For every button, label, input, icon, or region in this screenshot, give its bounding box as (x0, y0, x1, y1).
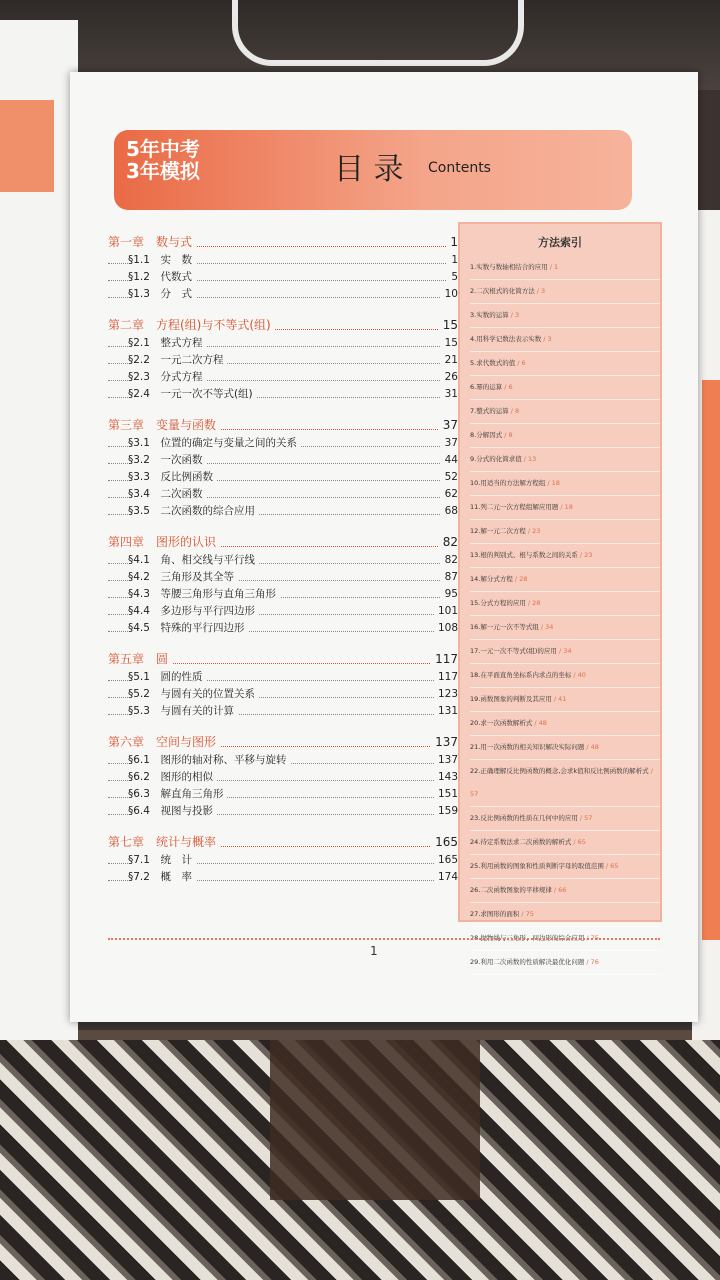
method-index-item-page: 40 (577, 671, 586, 679)
method-index-item (470, 400, 660, 424)
chapter-heading (108, 415, 458, 435)
chapter-heading-page: 1 (446, 232, 458, 252)
section-entry-label: §5.1 圆的性质 (128, 671, 206, 683)
separator: / (556, 647, 564, 655)
method-index-item-text: 22.正确理解反比例函数的概念,会求k值和反比例函数的解析式 (470, 767, 649, 775)
header-banner (114, 130, 632, 210)
method-index-item-text: 20.求一次函数解析式 (470, 719, 533, 727)
section-entry (108, 352, 458, 369)
section-entry-label: §2.3 分式方程 (128, 371, 206, 383)
section-entry (108, 669, 458, 686)
method-index-item (470, 328, 660, 352)
separator: / (571, 838, 578, 846)
chapter-heading-label: 第二章 方程(组)与不等式(组) (108, 318, 275, 332)
method-index-item-page: 28 (519, 575, 528, 583)
wood-surface (270, 1040, 480, 1200)
section-entry-page: 26 (441, 369, 458, 386)
method-index-item-page: 34 (545, 623, 554, 631)
method-index-item-text: 13.根的判别式、根与系数之间的关系 (470, 551, 578, 559)
separator: / (519, 910, 526, 918)
method-index-item (470, 951, 660, 975)
chapter-block (108, 732, 458, 820)
section-entry-page: 10 (441, 286, 458, 303)
section-entry-label: §3.3 反比例函数 (128, 471, 217, 483)
chapter-heading-page: 82 (439, 532, 458, 552)
section-entry-label: §1.2 代数式 (128, 271, 196, 283)
method-index-item-text: 2.二次根式的化简方法 (470, 287, 535, 295)
separator: / (525, 527, 533, 535)
method-index-item-text: 19.函数图象的判断及其应用 (470, 695, 552, 703)
method-index-item-text: 15.分式方程的应用 (470, 599, 526, 607)
section-entry-page: 62 (441, 486, 458, 503)
method-index-item-text: 14.解分式方程 (470, 575, 513, 583)
method-index-item-text: 7.整式的运算 (470, 407, 509, 415)
separator: / (551, 886, 559, 894)
method-index-item (470, 304, 660, 328)
method-index-item-text: 17.一元一次不等式(组)的应用 (470, 647, 557, 655)
section-entry-label: §4.5 特殊的平行四边形 (128, 622, 248, 634)
section-entry-page: 21 (441, 352, 458, 369)
method-index-item-text: 1.实数与数轴相结合的应用 (470, 263, 548, 271)
chapter-block (108, 649, 458, 720)
section-entry-label: §2.4 一元一次不等式(组) (128, 388, 257, 400)
section-entry (108, 386, 458, 403)
section-entry-page: 44 (441, 452, 458, 469)
method-index-item-page: 18 (551, 479, 560, 487)
section-entry-page: 101 (434, 603, 458, 620)
chapter-heading-page: 137 (431, 732, 458, 752)
method-index-item (470, 496, 660, 520)
method-index-item-page: 28 (532, 599, 541, 607)
method-index-item-page: 23 (532, 527, 541, 535)
section-entry (108, 269, 458, 286)
section-entry-page: 15 (441, 335, 458, 352)
section-entry (108, 620, 458, 637)
section-entry (108, 603, 458, 620)
chapter-heading-page: 15 (439, 315, 458, 335)
chapter-heading (108, 232, 458, 252)
method-index-item (470, 568, 660, 592)
method-index-item-page: 6 (521, 359, 526, 367)
chapter-heading-page: 165 (431, 832, 458, 852)
section-entry-label: §6.3 解直角三角形 (128, 788, 227, 800)
method-index-item (470, 352, 660, 376)
method-index-item-page: 1 (554, 263, 559, 271)
method-index-item-text: 29.利用二次函数的性质解决最优化问题 (470, 958, 585, 966)
method-index-item-page: 8 (515, 407, 520, 415)
method-index-item-page: 23 (584, 551, 593, 559)
method-index-item-text: 4.用科学记数法表示实数 (470, 335, 542, 343)
chapter-block (108, 415, 458, 520)
section-entry-label: §6.2 图形的相似 (128, 771, 217, 783)
chapter-block (108, 232, 458, 303)
method-index-item-page: 41 (558, 695, 567, 703)
section-entry-page: 37 (441, 435, 458, 452)
method-index-item-page: 3 (541, 287, 546, 295)
section-entry-label: §7.2 概 率 (128, 871, 196, 883)
left-page-edge (0, 20, 78, 1040)
section-entry (108, 786, 458, 803)
section-entry-label: §3.2 一次函数 (128, 454, 206, 466)
method-index-item-text: 27.求图形的面积 (470, 910, 520, 918)
method-index-item (470, 472, 660, 496)
section-entry-label: §5.2 与圆有关的位置关系 (128, 688, 259, 700)
section-entry-label: §1.1 实 数 (128, 254, 196, 266)
section-entry-page: 1 (447, 252, 458, 269)
chapter-heading (108, 532, 458, 552)
section-entry (108, 769, 458, 786)
method-index-item-page: 6 (508, 383, 513, 391)
method-index-item (470, 280, 660, 304)
section-entry-label: §3.1 位置的确定与变量之间的关系 (128, 437, 301, 449)
contents-page (70, 72, 698, 1022)
separator: / (545, 479, 552, 487)
section-entry-label: §6.4 视图与投影 (128, 805, 217, 817)
separator: / (502, 431, 509, 439)
separator: / (577, 551, 585, 559)
section-entry-page: 165 (434, 852, 458, 869)
cable (232, 0, 524, 66)
method-index-item-page: 66 (558, 886, 567, 894)
separator: / (584, 743, 591, 751)
method-index-item-page: 75 (525, 910, 534, 918)
method-index-item-text: 16.解一元一次不等式组 (470, 623, 539, 631)
separator: / (584, 958, 591, 966)
section-entry-page: 151 (434, 786, 458, 803)
method-index-item (470, 640, 660, 664)
separator: / (512, 575, 520, 583)
chapter-heading-label: 第五章 圆 (108, 652, 172, 666)
section-entry (108, 869, 458, 886)
section-entry-page: 95 (441, 586, 458, 603)
method-index-item-page: 34 (563, 647, 572, 655)
section-entry-page: 123 (434, 686, 458, 703)
method-index-item-text: 10.用适当的方法解方程组 (470, 479, 546, 487)
chapter-heading-page: 37 (439, 415, 458, 435)
method-index-item (470, 616, 660, 640)
method-index-item (470, 712, 660, 736)
section-entry-label: §2.2 一元二次方程 (128, 354, 227, 366)
method-index-item (470, 831, 660, 855)
section-entry (108, 452, 458, 469)
chapter-heading-label: 第三章 变量与函数 (108, 418, 220, 432)
section-entry-label: §6.1 图形的轴对称、平移与旋转 (128, 754, 290, 766)
method-index-item (470, 879, 660, 903)
method-index-item-text: 23.反比例函数的性质在几何中的应用 (470, 814, 578, 822)
chapter-block (108, 832, 458, 886)
method-index-item (470, 592, 660, 616)
footer-divider (108, 938, 660, 940)
method-index-item (470, 256, 660, 280)
method-index-item (470, 688, 660, 712)
separator: / (502, 383, 509, 391)
method-index-list (460, 256, 660, 975)
separator: / (547, 263, 555, 271)
method-index-item-text: 26.二次函数图象的平移规律 (470, 886, 552, 894)
section-entry-page: 68 (441, 503, 458, 520)
method-index-item-text: 6.幂的运算 (470, 383, 503, 391)
separator: / (541, 335, 548, 343)
chapter-heading-label: 第六章 空间与图形 (108, 735, 220, 749)
chapter-block (108, 532, 458, 637)
section-entry-label: §7.1 统 计 (128, 854, 196, 866)
method-index-item (470, 736, 660, 760)
method-index-item-text: 24.待定系数法求二次函数的解析式 (470, 838, 572, 846)
method-index-item (470, 664, 660, 688)
section-entry (108, 586, 458, 603)
separator: / (648, 767, 653, 775)
section-entry-label: §4.3 等腰三角形与直角三角形 (128, 588, 280, 600)
page-number: 1 (370, 944, 378, 958)
method-index-item (470, 807, 660, 831)
chapter-heading-page: 117 (431, 649, 458, 669)
section-entry-label: §4.1 角、相交线与平行线 (128, 554, 259, 566)
logo-line2: 3年模拟 (126, 159, 200, 183)
section-entry-page: 159 (434, 803, 458, 820)
method-index-item-text: 5.求代数式的值 (470, 359, 516, 367)
section-entry (108, 503, 458, 520)
section-entry-page: 52 (441, 469, 458, 486)
section-entry-page: 131 (434, 703, 458, 720)
section-entry-page: 117 (434, 669, 458, 686)
section-entry (108, 486, 458, 503)
method-index-item (470, 376, 660, 400)
separator: / (603, 862, 611, 870)
section-entry (108, 435, 458, 452)
method-index-item-page: 65 (610, 862, 619, 870)
method-index-item (470, 424, 660, 448)
separator: / (577, 814, 585, 822)
logo (126, 138, 200, 182)
section-entry-page: 174 (434, 869, 458, 886)
section-entry-label: §5.3 与圆有关的计算 (128, 705, 238, 717)
method-index-item-text: 9.分式的化简求值 (470, 455, 522, 463)
method-index-item (470, 855, 660, 879)
section-entry-label: §3.5 二次函数的综合应用 (128, 505, 259, 517)
method-index-item-page: 18 (564, 503, 573, 511)
method-index-item-text: 8.分解因式 (470, 431, 503, 439)
section-entry-page: 82 (441, 552, 458, 569)
section-entry (108, 852, 458, 869)
method-index-item-page: 65 (577, 838, 586, 846)
separator: / (508, 407, 516, 415)
method-index-item-text: 25.利用函数的图象和性质判断字母的取值范围 (470, 862, 604, 870)
section-entry-label: §2.1 整式方程 (128, 337, 206, 349)
section-entry (108, 752, 458, 769)
section-entry-page: 143 (434, 769, 458, 786)
method-index-item (470, 520, 660, 544)
chapter-heading (108, 832, 458, 852)
section-entry (108, 286, 458, 303)
table-of-contents (108, 232, 458, 886)
section-entry (108, 569, 458, 586)
chapter-heading-label: 第四章 图形的认识 (108, 535, 220, 549)
section-entry (108, 469, 458, 486)
separator: / (525, 599, 533, 607)
section-entry-page: 108 (434, 620, 458, 637)
method-index-item-page: 57 (470, 790, 479, 798)
method-index-item-page: 75 (590, 934, 599, 942)
method-index-item-page: 48 (590, 743, 599, 751)
section-entry-label: §4.2 三角形及其全等 (128, 571, 238, 583)
logo-line1: 5年中考 (126, 137, 200, 161)
method-index-item-text: 18.在平面直角坐标系内求点的坐标 (470, 671, 572, 679)
separator: / (538, 623, 546, 631)
separator: / (532, 719, 539, 727)
section-entry (108, 369, 458, 386)
section-entry (108, 552, 458, 569)
section-entry-page: 5 (447, 269, 458, 286)
left-page-orange-block (0, 100, 54, 192)
separator: / (515, 359, 522, 367)
method-index-item-page: 3 (547, 335, 552, 343)
chapter-block (108, 315, 458, 403)
method-index-item-page: 13 (528, 455, 537, 463)
chapter-heading-label: 第一章 数与式 (108, 235, 196, 249)
method-index (458, 222, 662, 966)
chapter-heading (108, 315, 458, 335)
method-index-item (470, 760, 660, 807)
method-index-item-page: 3 (515, 311, 520, 319)
method-index-item-text: 12.解一元二次方程 (470, 527, 526, 535)
section-entry-label: §3.4 二次函数 (128, 488, 206, 500)
separator: / (534, 287, 542, 295)
chapter-heading-label: 第七章 统计与概率 (108, 835, 220, 849)
page-title: 目 录 (334, 152, 404, 187)
section-entry (108, 335, 458, 352)
page-title-en: Contents (428, 160, 491, 176)
section-entry-label: §4.4 多边形与平行四边形 (128, 605, 259, 617)
section-entry-page: 137 (434, 752, 458, 769)
separator: / (571, 671, 578, 679)
section-entry (108, 703, 458, 720)
method-index-item-text: 3.实数的运算 (470, 311, 509, 319)
section-entry-label: §1.3 分 式 (128, 288, 196, 300)
method-index-item-page: 76 (590, 958, 599, 966)
chapter-heading (108, 649, 458, 669)
method-index-item-text: 28.抛物线与三角形、四边形的综合应用 (470, 934, 585, 942)
method-index-item-page: 48 (538, 719, 547, 727)
section-entry (108, 252, 458, 269)
separator: / (558, 503, 565, 511)
section-entry-page: 31 (441, 386, 458, 403)
method-index-item-text: 11.列二元一次方程组解应用题 (470, 503, 559, 511)
method-index-item-text: 21.用一次函数的相关知识解决实际问题 (470, 743, 585, 751)
method-index-item (470, 448, 660, 472)
separator: / (551, 695, 559, 703)
separator: / (521, 455, 529, 463)
section-entry (108, 686, 458, 703)
chapter-heading (108, 732, 458, 752)
section-entry (108, 803, 458, 820)
section-entry-page: 87 (441, 569, 458, 586)
right-page-orange-block (702, 380, 720, 940)
method-index-item-page: 57 (584, 814, 593, 822)
method-index-title: 方法索引 (538, 236, 582, 249)
method-index-item-page: 8 (508, 431, 513, 439)
separator: / (508, 311, 516, 319)
separator: / (584, 934, 591, 942)
method-index-item (470, 544, 660, 568)
method-index-item (470, 903, 660, 927)
